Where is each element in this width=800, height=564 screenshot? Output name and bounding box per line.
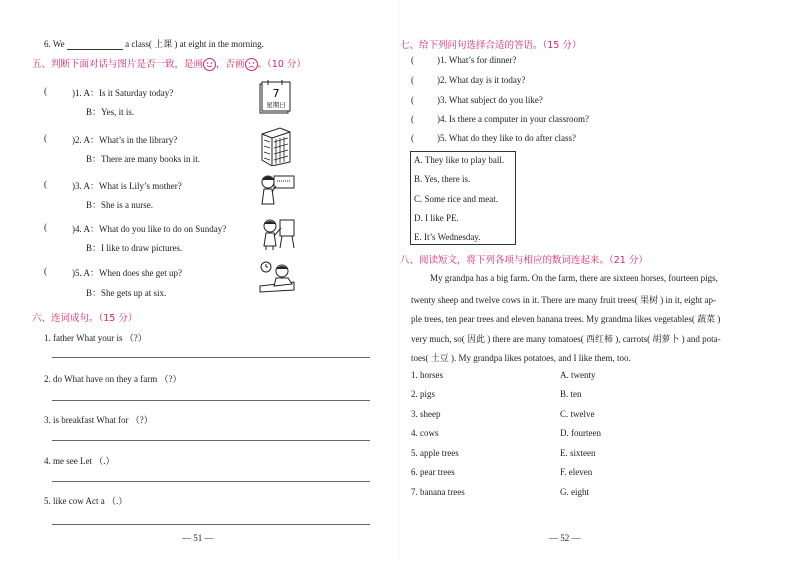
page-gutter bbox=[399, 0, 400, 564]
option: C. Some rice and meat. bbox=[414, 194, 498, 204]
answer-paren[interactable]: ( bbox=[411, 95, 414, 105]
calendar-picture bbox=[258, 80, 292, 116]
s6-item: 5. like cow Act a （.） bbox=[44, 496, 128, 506]
calendar-day: 7 bbox=[272, 87, 280, 100]
passage-line: very much, so( 因此 ) there are many tomatoes( 西红柿 ), carrots( 胡萝卜 ) and pota- bbox=[411, 334, 721, 344]
s5-question: )3. A：What is Lily’s mother? bbox=[72, 181, 182, 191]
passage-line: toes( 土豆 ). My grandpa likes potatoes, and I like them, too. bbox=[411, 353, 631, 363]
passage-line: twenty sheep and twelve cows in it. There are many fruit trees( 果树 ) in it, eight ap- bbox=[411, 295, 716, 305]
getting-up-girl-picture bbox=[258, 260, 298, 294]
answer-paren[interactable]: ( bbox=[44, 86, 47, 96]
answer-line[interactable] bbox=[52, 400, 370, 401]
section5-title bbox=[32, 56, 306, 71]
match-left-item[interactable]: 5. apple trees bbox=[411, 448, 459, 458]
s6-item: 2. do What have on they a farm （?） bbox=[44, 374, 182, 384]
answer-line[interactable] bbox=[52, 481, 370, 482]
s6-item: 3. is breakfast What for （?） bbox=[44, 415, 153, 425]
drawing-girl-picture bbox=[258, 216, 298, 252]
match-right-item[interactable]: C. twelve bbox=[560, 409, 595, 419]
s6-item: 1. father What your is （?） bbox=[44, 333, 147, 343]
answer-line[interactable] bbox=[52, 440, 370, 441]
s5-answer: B：She gets up at six. bbox=[86, 288, 167, 298]
teacher-picture bbox=[258, 172, 296, 208]
page-number-left: — 51 — bbox=[182, 533, 214, 543]
calendar-label: 星期日 bbox=[266, 101, 286, 109]
options-box bbox=[410, 151, 516, 245]
s7-question: )5. What do they like to do after class? bbox=[437, 133, 577, 143]
smile-face-icon bbox=[203, 58, 216, 71]
section5-title-c: 。（10 分） bbox=[257, 59, 306, 70]
match-left-item[interactable]: 1. horses bbox=[411, 370, 443, 380]
match-left-item[interactable]: 2. pigs bbox=[411, 389, 436, 399]
match-right-item[interactable]: A. twenty bbox=[560, 370, 596, 380]
answer-paren[interactable]: ( bbox=[44, 222, 47, 232]
s7-question: )3. What subject do you like? bbox=[437, 95, 543, 105]
q6-blank[interactable] bbox=[67, 40, 123, 50]
option: A. They like to play ball. bbox=[414, 155, 505, 165]
s7-question: )4. Is there a computer in your classroom? bbox=[437, 114, 589, 124]
section5-title-b: ，否画 bbox=[216, 59, 245, 70]
section5-title-a: 五、判断下面对话与图片是否一致，是画 bbox=[32, 59, 204, 70]
answer-paren[interactable]: ( bbox=[44, 133, 47, 143]
s5-question: )4. A：What do you like to do on Sunday? bbox=[72, 224, 227, 234]
answer-paren[interactable]: ( bbox=[44, 266, 47, 276]
q6-number: 6. We bbox=[44, 39, 65, 49]
answer-paren[interactable]: ( bbox=[411, 133, 414, 143]
match-left-item[interactable]: 4. cows bbox=[411, 428, 439, 438]
s5-answer: B：There are many books in it. bbox=[86, 154, 200, 164]
page-number-right: — 52 — bbox=[549, 533, 581, 543]
passage-line: ple trees, ten pear trees and eleven banana trees. My grandma likes vegetables( 蔬菜 ) bbox=[411, 314, 721, 324]
s5-answer: B：Yes, it is. bbox=[86, 107, 135, 117]
match-right-item[interactable]: D. fourteen bbox=[560, 428, 601, 438]
s5-question: )5. A：When does she get up? bbox=[72, 268, 182, 278]
section6-title: 六、连词成句。（15 分） bbox=[32, 313, 138, 324]
answer-paren[interactable]: ( bbox=[411, 55, 414, 65]
option: B. Yes, there is. bbox=[414, 174, 471, 184]
sad-face-icon bbox=[245, 58, 258, 71]
match-right-item[interactable]: B. ten bbox=[560, 389, 582, 399]
section7-title: 七、给下列问句选择合适的答语。（15 分） bbox=[400, 40, 582, 51]
match-left-item[interactable]: 3. sheep bbox=[411, 409, 441, 419]
answer-paren[interactable]: ( bbox=[411, 75, 414, 85]
passage-line: My grandpa has a big farm. On the farm, there are sixteen horses, fourteen pigs, bbox=[430, 273, 718, 283]
q6-text: a class( 上课 ) at eight in the morning. bbox=[125, 39, 264, 49]
section8-title: 八、阅读短文，将下列各项与相应的数词连起来。（21 分） bbox=[400, 255, 648, 266]
bookshelf-picture bbox=[258, 126, 294, 166]
s7-question: )1. What’s for dinner? bbox=[437, 55, 517, 65]
s7-question: )2. What day is it today? bbox=[437, 75, 526, 85]
s5-answer: B：She is a nurse. bbox=[86, 200, 153, 210]
answer-line[interactable] bbox=[52, 524, 370, 525]
s5-question: )1. A：Is it Saturday today? bbox=[72, 88, 174, 98]
q6-item bbox=[44, 37, 264, 50]
option: E. It’s Wednesday. bbox=[414, 232, 481, 242]
s6-item: 4. me see Let （.） bbox=[44, 456, 115, 466]
match-left-item[interactable]: 7. banana trees bbox=[411, 487, 465, 497]
s5-question: )2. A：What’s in the library? bbox=[72, 135, 178, 145]
answer-paren[interactable]: ( bbox=[44, 179, 47, 189]
match-right-item[interactable]: G. eight bbox=[560, 487, 589, 497]
answer-paren[interactable]: ( bbox=[411, 114, 414, 124]
match-left-item[interactable]: 6. pear trees bbox=[411, 467, 455, 477]
answer-line[interactable] bbox=[52, 357, 370, 358]
s5-answer: B：I like to draw pictures. bbox=[86, 243, 183, 253]
match-right-item[interactable]: E. sixteen bbox=[560, 448, 596, 458]
match-right-item[interactable]: F. eleven bbox=[560, 467, 593, 477]
option: D. I like PE. bbox=[414, 213, 459, 223]
